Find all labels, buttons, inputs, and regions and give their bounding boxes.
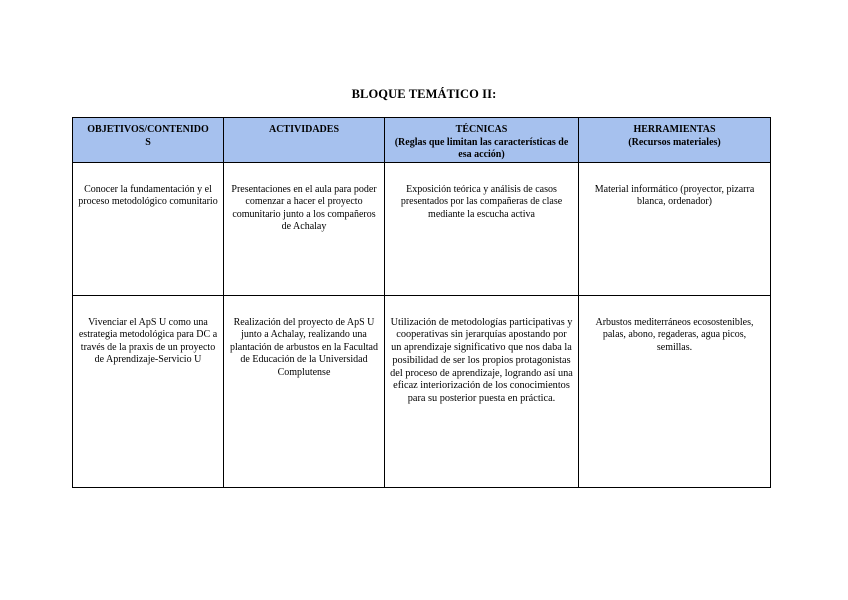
header-objetivos-line1: OBJETIVOS/CONTENIDO bbox=[87, 124, 209, 135]
table-header-row bbox=[73, 118, 771, 163]
thematic-block-table bbox=[72, 117, 771, 488]
table-cell-actividad: Realización del proyecto de ApS U junto a Achalay, realizando una plantación de arbustos en la Facultad de Educación de la Universidad Complutense bbox=[224, 295, 385, 487]
page-title: BLOQUE TEMÁTICO II: bbox=[351, 87, 497, 101]
header-herramientas-line1: HERRAMIENTAS bbox=[633, 124, 716, 135]
header-actividades bbox=[224, 118, 385, 163]
header-objetivos bbox=[73, 118, 224, 163]
header-herramientas bbox=[579, 118, 771, 163]
header-tecnicas-line1: TÉCNICAS bbox=[455, 124, 508, 135]
table-row bbox=[73, 162, 771, 295]
table-cell-tecnica: Exposición teórica y análisis de casos presentados por las compañeras de clase mediante la escucha activa bbox=[385, 162, 579, 295]
header-herramientas-line2: (Recursos materiales) bbox=[628, 136, 721, 148]
header-objetivos-line2: S bbox=[145, 136, 151, 148]
table-cell-actividad: Presentaciones en el aula para poder comenzar a hacer el proyecto comunitario junto a los compañeros de Achalay bbox=[224, 162, 385, 295]
table-cell-herramienta: Material informático (proyector, pizarra blanca, ordenador) bbox=[579, 162, 771, 295]
table-cell-objetivo: Vivenciar el ApS U como una estrategia metodológica para DC a través de la praxis de un proyecto de Aprendizaje-Servicio U bbox=[73, 295, 224, 487]
table-cell-objetivo: Conocer la fundamentación y el proceso metodológico comunitario bbox=[73, 162, 224, 295]
table-row bbox=[73, 295, 771, 487]
header-actividades-label: ACTIVIDADES bbox=[268, 124, 339, 135]
header-tecnicas bbox=[385, 118, 579, 163]
header-tecnicas-line2: (Reglas que limitan las características de esa acción) bbox=[394, 136, 569, 160]
table-cell-tecnica: Utilización de metodologías participativas y cooperativas sin jerarquías apostando por un aprendizaje significativo que nos daba la posibilidad de ser los propios protagonistas del proceso de aprendizaje, logrando así una eficaz interiorización de los conocimientos para su posterior puesta en práctica. bbox=[385, 295, 579, 487]
table-cell-herramienta: Arbustos mediterráneos ecosostenibles, palas, abono, regaderas, agua picos, semillas. bbox=[579, 295, 771, 487]
